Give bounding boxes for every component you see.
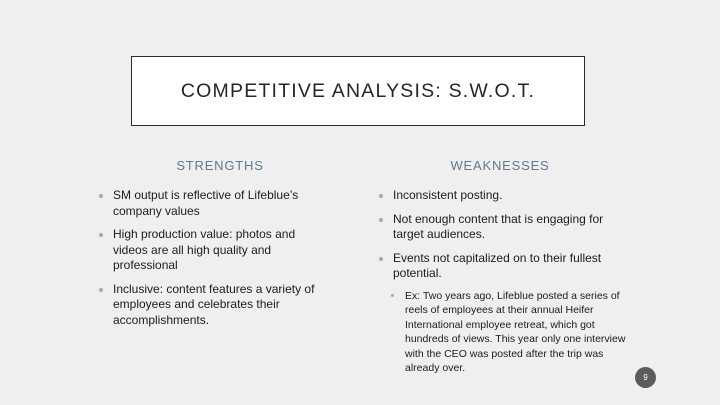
strengths-list xyxy=(99,188,331,328)
weaknesses-list xyxy=(379,188,629,376)
list-item: Not enough content that is engaging for target audiences. xyxy=(379,212,629,243)
page-number-badge: 9 xyxy=(635,367,656,388)
bullet-icon xyxy=(379,194,383,198)
bullet-icon xyxy=(99,233,103,237)
bullet-icon xyxy=(379,218,383,222)
list-item: High production value: photos and videos are all high quality and professional xyxy=(99,227,331,274)
list-item: SM output is reflective of Lifeblue’s company values xyxy=(99,188,331,219)
bullet-icon xyxy=(99,194,103,198)
weaknesses-column xyxy=(379,188,629,384)
bullet-icon xyxy=(99,288,103,292)
strengths-column xyxy=(99,188,331,336)
list-item: Inclusive: content features a variety of employees and celebrates their accomplishments. xyxy=(99,282,331,329)
sub-bullet-icon xyxy=(391,294,394,297)
list-item: Inconsistent posting. xyxy=(379,188,629,204)
list-item: Events not capitalized on to their fullest potential. xyxy=(379,251,629,282)
bullet-icon xyxy=(379,257,383,261)
weaknesses-heading: WEAKNESSES xyxy=(450,158,550,173)
sub-list-item: Ex: Two years ago, Lifeblue posted a series of reels of employees at their annual Heifer International employee retreat, which got hundreds of views. This year only one interview with the CEO was posted after the trip was already over. xyxy=(379,289,629,376)
slide-title: COMPETITIVE ANALYSIS: S.W.O.T. xyxy=(180,79,536,102)
title-box xyxy=(131,56,585,126)
strengths-heading: STRENGTHS xyxy=(176,158,264,173)
